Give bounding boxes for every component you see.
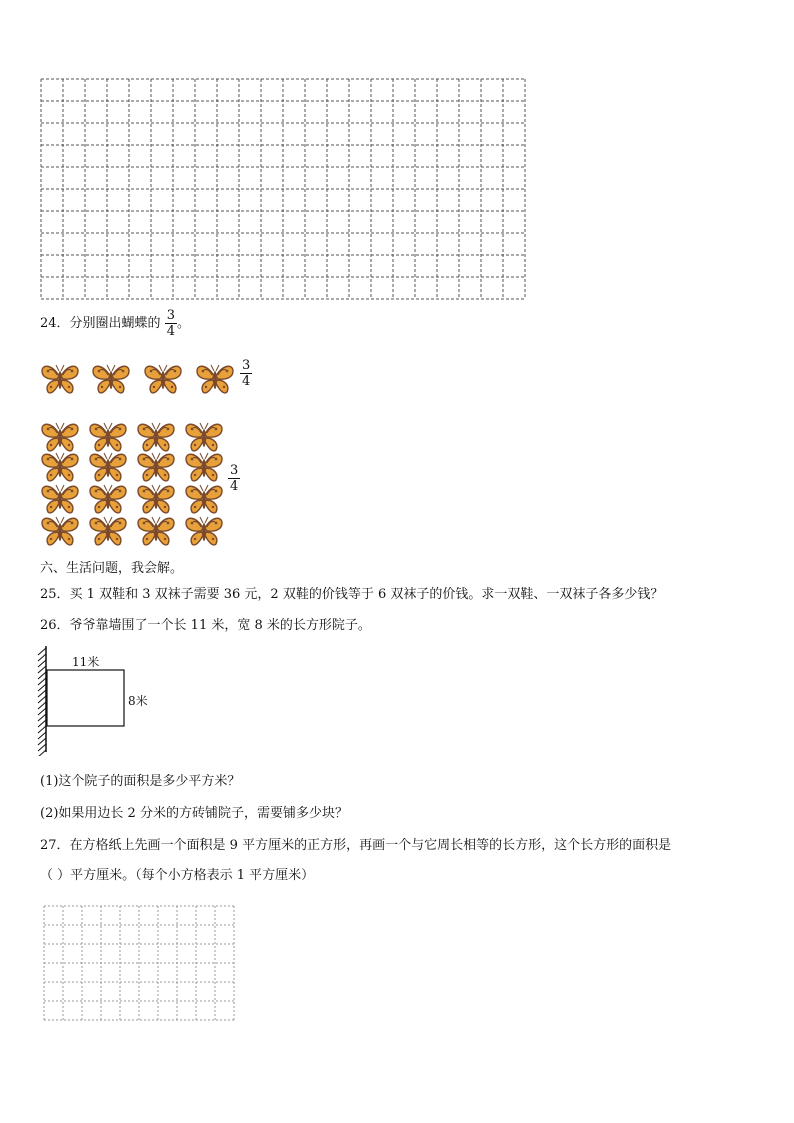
width-label: 8米 bbox=[128, 694, 148, 708]
section-6-heading: 六、生活问题，我会解。 bbox=[40, 561, 184, 576]
butterfly-icon bbox=[88, 514, 128, 548]
top-grid bbox=[40, 78, 528, 302]
fraction-denominator: 4 bbox=[230, 479, 239, 494]
fraction-denominator: 4 bbox=[242, 374, 251, 389]
question-27-line1: 27．在方格纸上先画一个面积是 9 平方厘米的正方形，再画一个与它周长相等的长方形，这个长方形的面积是 bbox=[40, 838, 672, 853]
butterfly-icon bbox=[143, 362, 183, 396]
fraction-numerator: 3 bbox=[242, 358, 251, 373]
butterfly-icon bbox=[136, 450, 176, 484]
q24-end: 。 bbox=[176, 316, 190, 331]
butterfly-icon bbox=[40, 482, 80, 516]
butterfly-icon bbox=[184, 420, 224, 454]
question-25: 25．买 1 双鞋和 3 双袜子需要 36 元，2 双鞋的价钱等于 6 双袜子的价钱。求一双鞋、一双袜子各多少钱？ bbox=[40, 587, 664, 602]
butterfly-icon bbox=[136, 420, 176, 454]
question-24 bbox=[40, 308, 190, 339]
butterfly-icon bbox=[136, 514, 176, 548]
fraction-numerator: 3 bbox=[230, 463, 239, 478]
butterfly-icon bbox=[88, 450, 128, 484]
bottom-grid bbox=[43, 905, 235, 1021]
butterfly-icon bbox=[40, 450, 80, 484]
butterfly-icon bbox=[88, 482, 128, 516]
butterfly-icon bbox=[184, 514, 224, 548]
butterfly-icon bbox=[40, 514, 80, 548]
butterfly-icon bbox=[40, 420, 80, 454]
butterfly-icon bbox=[195, 362, 235, 396]
butterfly-icon bbox=[184, 450, 224, 484]
grid-fraction bbox=[228, 463, 240, 494]
q24-text: 分别圈出蝴蝶的 bbox=[69, 316, 161, 331]
fraction-numerator: 3 bbox=[166, 308, 175, 323]
q24-number: 24． bbox=[40, 316, 70, 331]
q24-fraction bbox=[165, 308, 177, 339]
question-26: 26．爷爷靠墙围了一个长 11 米，宽 8 米的长方形院子。 bbox=[40, 618, 371, 633]
butterfly-icon bbox=[184, 482, 224, 516]
butterfly-icon bbox=[88, 420, 128, 454]
length-label: 11米 bbox=[72, 655, 100, 669]
fraction-denominator: 4 bbox=[166, 324, 175, 339]
row1-fraction bbox=[240, 358, 252, 389]
question-27-line2: （ ）平方厘米。（每个小方格表示 1 平方厘米） bbox=[40, 868, 315, 883]
butterfly-icon bbox=[91, 362, 131, 396]
question-26-sub1: (1)这个院子的面积是多少平方米？ bbox=[40, 774, 241, 789]
butterfly-icon bbox=[136, 482, 176, 516]
butterfly-icon bbox=[40, 362, 80, 396]
question-26-sub2: (2)如果用边长 2 分米的方砖铺院子，需要铺多少块？ bbox=[40, 806, 348, 821]
